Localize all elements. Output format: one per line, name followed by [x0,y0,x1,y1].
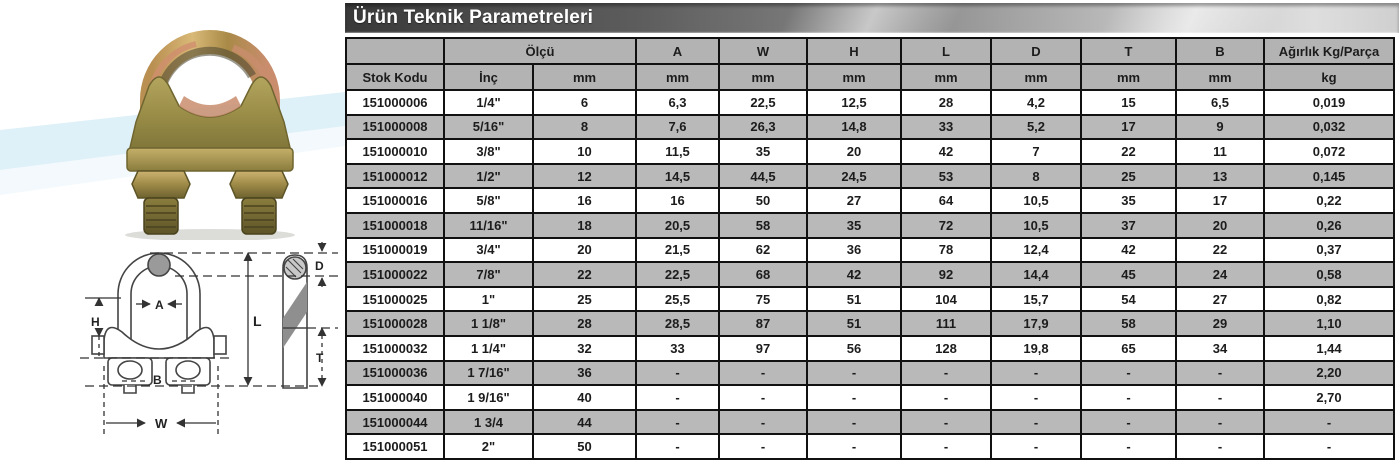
table-cell: 50 [719,188,807,213]
table-cell: - [901,434,991,459]
table-cell: 7 [991,139,1081,164]
table-cell: 29 [1176,311,1264,336]
table-cell: 151000018 [346,213,444,238]
table-cell: 51 [807,287,901,312]
table-cell: - [719,385,807,410]
dim-label-a: A [155,298,164,312]
table-cell: - [807,410,901,435]
table-cell: - [1264,434,1394,459]
sub-header-inch: İnç [444,64,533,90]
table-row [346,238,1394,263]
table-cell: 36 [533,361,636,386]
table-cell: 44,5 [719,164,807,189]
technical-parameters-table [345,37,1395,460]
table-cell: 17 [1081,115,1176,140]
table-row [346,139,1394,164]
table-cell: - [1176,410,1264,435]
left-panel [0,0,345,458]
table-cell: 151000006 [346,90,444,115]
table-cell: - [901,385,991,410]
table-cell: 22 [1176,238,1264,263]
table-cell: 1 9/16" [444,385,533,410]
table-cell: 27 [807,188,901,213]
sub-header-mm: mm [1176,64,1264,90]
sub-header-mm: mm [636,64,719,90]
table-cell: 151000028 [346,311,444,336]
table-cell: 54 [1081,287,1176,312]
table-cell: 10,5 [991,188,1081,213]
table-cell: 64 [901,188,991,213]
table-cell: 151000008 [346,115,444,140]
table-cell: 151000051 [346,434,444,459]
table-cell: 0,145 [1264,164,1394,189]
section-title-bar [345,3,1399,33]
table-cell: 0,37 [1264,238,1394,263]
table-cell: 14,8 [807,115,901,140]
col-header-weight: Ağırlık Kg/Parça [1264,38,1394,64]
table-cell: 0,58 [1264,262,1394,287]
table-cell: 2" [444,434,533,459]
table-cell: 128 [901,336,991,361]
table-row [346,262,1394,287]
table-cell: 0,22 [1264,188,1394,213]
table-cell: 0,032 [1264,115,1394,140]
table-cell: 28 [533,311,636,336]
dim-label-w: W [155,416,168,431]
corner-cell [346,38,444,64]
table-cell: 11,5 [636,139,719,164]
table-cell: 17 [1176,188,1264,213]
table-cell: 9 [1176,115,1264,140]
table-cell: - [991,434,1081,459]
table-cell: 15 [1081,90,1176,115]
table-cell: 62 [719,238,807,263]
table-row [346,287,1394,312]
table-cell: 37 [1081,213,1176,238]
table-cell: 92 [901,262,991,287]
table-cell: 32 [533,336,636,361]
table-cell: - [636,385,719,410]
table-cell: 1,44 [1264,336,1394,361]
table-cell: 4,2 [991,90,1081,115]
table-row [346,213,1394,238]
table-cell: 28 [901,90,991,115]
table-cell: 28,5 [636,311,719,336]
table-cell: 18 [533,213,636,238]
table-cell: - [807,361,901,386]
table-cell: 16 [636,188,719,213]
table-cell: 20 [1176,213,1264,238]
table-cell: 44 [533,410,636,435]
table-cell: 151000022 [346,262,444,287]
table-cell: 7,6 [636,115,719,140]
table-cell: - [1176,434,1264,459]
table-cell: - [1176,361,1264,386]
table-cell: 151000012 [346,164,444,189]
table-cell: 14,4 [991,262,1081,287]
table-cell: 151000044 [346,410,444,435]
table-cell: 68 [719,262,807,287]
table-cell: 3/8" [444,139,533,164]
table-cell: 58 [1081,311,1176,336]
table-cell: - [1081,385,1176,410]
table-cell: 151000036 [346,361,444,386]
table-cell: - [719,410,807,435]
table-cell: 25 [533,287,636,312]
table-cell: 34 [1176,336,1264,361]
sub-header-mm: mm [807,64,901,90]
table-cell: 1 1/4" [444,336,533,361]
table-cell: 33 [636,336,719,361]
dim-label-b: B [153,373,162,387]
table-cell: 1" [444,287,533,312]
table-cell: 16 [533,188,636,213]
table-cell: - [1081,361,1176,386]
table-sub-header-row [346,64,1394,90]
table-cell: 27 [1176,287,1264,312]
table-cell: 111 [901,311,991,336]
table-cell: 22,5 [636,262,719,287]
product-photo-wire-rope-clip [0,0,345,240]
table-cell: 42 [901,139,991,164]
table-row [346,188,1394,213]
table-cell: 22 [533,262,636,287]
col-header-d: D [991,38,1081,64]
table-cell: - [901,410,991,435]
table-cell: 8 [533,115,636,140]
table-cell: 72 [901,213,991,238]
table-cell: 3/4" [444,238,533,263]
table-cell: 6,3 [636,90,719,115]
table-cell: 75 [719,287,807,312]
table-cell: - [636,361,719,386]
table-cell: 87 [719,311,807,336]
table-cell: 24,5 [807,164,901,189]
table-cell: 42 [1081,238,1176,263]
sub-header-kg: kg [1264,64,1394,90]
table-cell: 151000010 [346,139,444,164]
table-cell: 13 [1176,164,1264,189]
table-cell: 5,2 [991,115,1081,140]
table-row [346,90,1394,115]
table-cell: 0,019 [1264,90,1394,115]
table-cell: 21,5 [636,238,719,263]
table-cell: 1,10 [1264,311,1394,336]
table-row [346,311,1394,336]
table-cell: 0,82 [1264,287,1394,312]
table-cell: 42 [807,262,901,287]
table-cell: 104 [901,287,991,312]
table-cell: 151000040 [346,385,444,410]
table-cell: 51 [807,311,901,336]
table-cell: 97 [719,336,807,361]
table-cell: 35 [1081,188,1176,213]
table-cell: 25,5 [636,287,719,312]
table-cell: - [807,385,901,410]
table-cell: 151000032 [346,336,444,361]
dim-label-h: H [91,315,100,329]
table-cell: 151000025 [346,287,444,312]
sub-header-mm: mm [1081,64,1176,90]
table-cell: 58 [719,213,807,238]
table-cell: 20 [807,139,901,164]
table-cell: - [636,434,719,459]
table-cell: 36 [807,238,901,263]
table-cell: 0,26 [1264,213,1394,238]
table-cell: 35 [719,139,807,164]
table-group-header-row [346,38,1394,64]
table-cell: 151000016 [346,188,444,213]
technical-diagram [0,240,345,458]
table-cell: - [901,361,991,386]
table-cell: 10 [533,139,636,164]
table-cell: 26,3 [719,115,807,140]
table-cell: 1 1/8" [444,311,533,336]
table-cell: 7/8" [444,262,533,287]
table-cell: 1/4" [444,90,533,115]
table-cell: 35 [807,213,901,238]
col-header-a: A [636,38,719,64]
table-cell: 12,5 [807,90,901,115]
table-cell: 25 [1081,164,1176,189]
table-cell: 20,5 [636,213,719,238]
table-cell: 2,20 [1264,361,1394,386]
sub-header-stok-kodu: Stok Kodu [346,64,444,90]
table-cell: - [636,410,719,435]
table-cell: 12 [533,164,636,189]
col-header-l: L [901,38,991,64]
table-cell: 45 [1081,262,1176,287]
sub-header-mm: mm [991,64,1081,90]
table-cell: 8 [991,164,1081,189]
table-cell: 40 [533,385,636,410]
table-cell: 15,7 [991,287,1081,312]
table-cell: - [1081,410,1176,435]
table-cell: 6,5 [1176,90,1264,115]
table-row [346,115,1394,140]
table-cell: 151000019 [346,238,444,263]
col-header-olcu: Ölçü [444,38,636,64]
table-cell: 12,4 [991,238,1081,263]
table-cell: 1 7/16" [444,361,533,386]
table-row [346,434,1394,459]
sub-header-mm: mm [719,64,807,90]
table-cell: 78 [901,238,991,263]
dim-label-t: T [316,351,324,365]
table-cell: - [991,361,1081,386]
col-header-b: B [1176,38,1264,64]
table-cell: - [719,434,807,459]
col-header-w: W [719,38,807,64]
dim-label-l: L [253,313,262,329]
table-cell: 5/16" [444,115,533,140]
table-cell: 1/2" [444,164,533,189]
table-cell: 1 3/4 [444,410,533,435]
table-row [346,336,1394,361]
table-cell: 65 [1081,336,1176,361]
table-row [346,361,1394,386]
table-cell: - [1081,434,1176,459]
table-row [346,164,1394,189]
table-cell: 11 [1176,139,1264,164]
table-cell: - [807,434,901,459]
table-cell: 22 [1081,139,1176,164]
table-cell: 20 [533,238,636,263]
table-cell: 0,072 [1264,139,1394,164]
table-cell: 6 [533,90,636,115]
right-panel [345,0,1399,458]
col-header-h: H [807,38,901,64]
table-cell: - [1176,385,1264,410]
table-cell: - [719,361,807,386]
sub-header-mm: mm [533,64,636,90]
table-cell: 50 [533,434,636,459]
table-cell: 2,70 [1264,385,1394,410]
table-cell: 17,9 [991,311,1081,336]
table-cell: 24 [1176,262,1264,287]
table-cell: - [991,410,1081,435]
table-row [346,410,1394,435]
table-cell: 33 [901,115,991,140]
sub-header-mm: mm [901,64,991,90]
section-title: Ürün Teknik Parametreleri [353,7,594,28]
table-body [346,90,1394,459]
table-cell: 53 [901,164,991,189]
table-cell: 19,8 [991,336,1081,361]
dim-label-d: D [315,259,324,273]
table-cell: 10,5 [991,213,1081,238]
table-cell: 11/16" [444,213,533,238]
table-cell: 56 [807,336,901,361]
table-row [346,385,1394,410]
table-cell: 22,5 [719,90,807,115]
table-cell: - [1264,410,1394,435]
col-header-t: T [1081,38,1176,64]
table-cell: 5/8" [444,188,533,213]
table-cell: 14,5 [636,164,719,189]
table-cell: - [991,385,1081,410]
